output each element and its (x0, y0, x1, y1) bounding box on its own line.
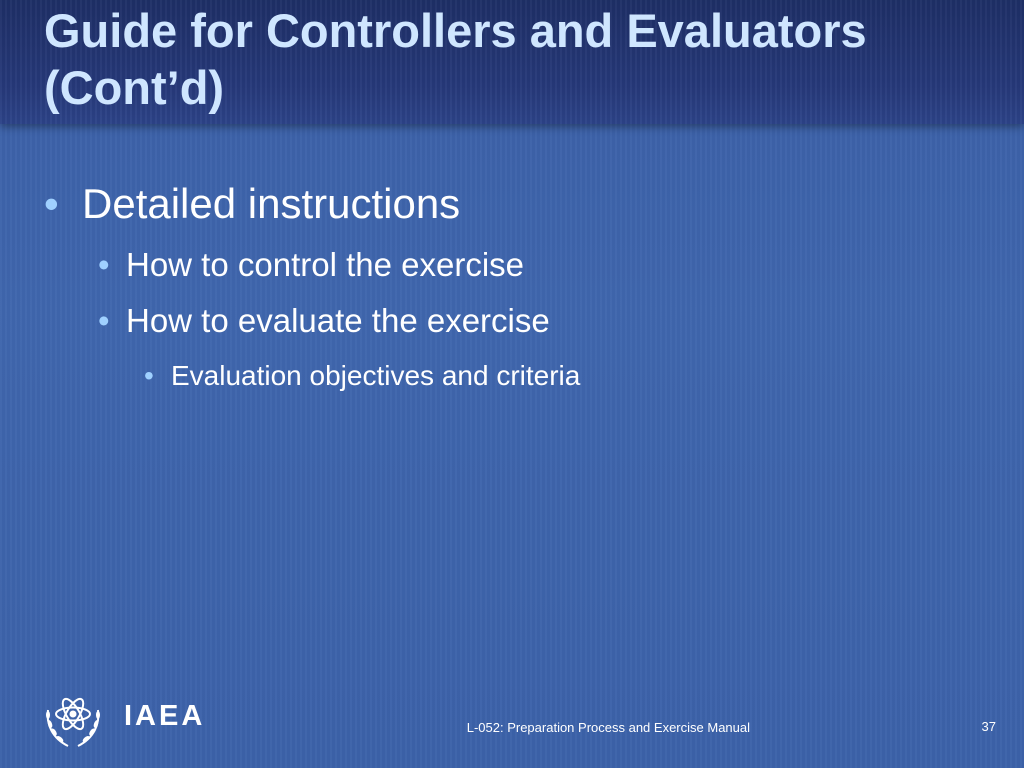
bullet-text: Detailed instructions (82, 180, 461, 227)
bullet-dot-icon: • (44, 180, 59, 227)
page-number: 37 (981, 719, 996, 734)
bullet-level-3 (144, 360, 580, 392)
iaea-emblem-icon (40, 688, 106, 752)
bullet-level-2 (98, 246, 524, 284)
bullet-dot-icon: • (98, 246, 110, 283)
logo-text: IAEA (124, 700, 206, 732)
bullet-dot-icon: • (98, 302, 110, 339)
bullet-level-2 (98, 302, 550, 340)
bullet-level-1 (44, 180, 460, 228)
footer-course-title: L-052: Preparation Process and Exercise Manual (466, 720, 750, 735)
bullet-text: How to evaluate the exercise (126, 302, 550, 339)
bullet-text: Evaluation objectives and criteria (171, 360, 581, 391)
bullet-text: How to control the exercise (126, 246, 525, 283)
slide-title: Guide for Controllers and Evaluators (Cont’d) (44, 4, 867, 114)
bullet-dot-icon: • (144, 360, 154, 391)
iaea-logo (40, 688, 224, 754)
